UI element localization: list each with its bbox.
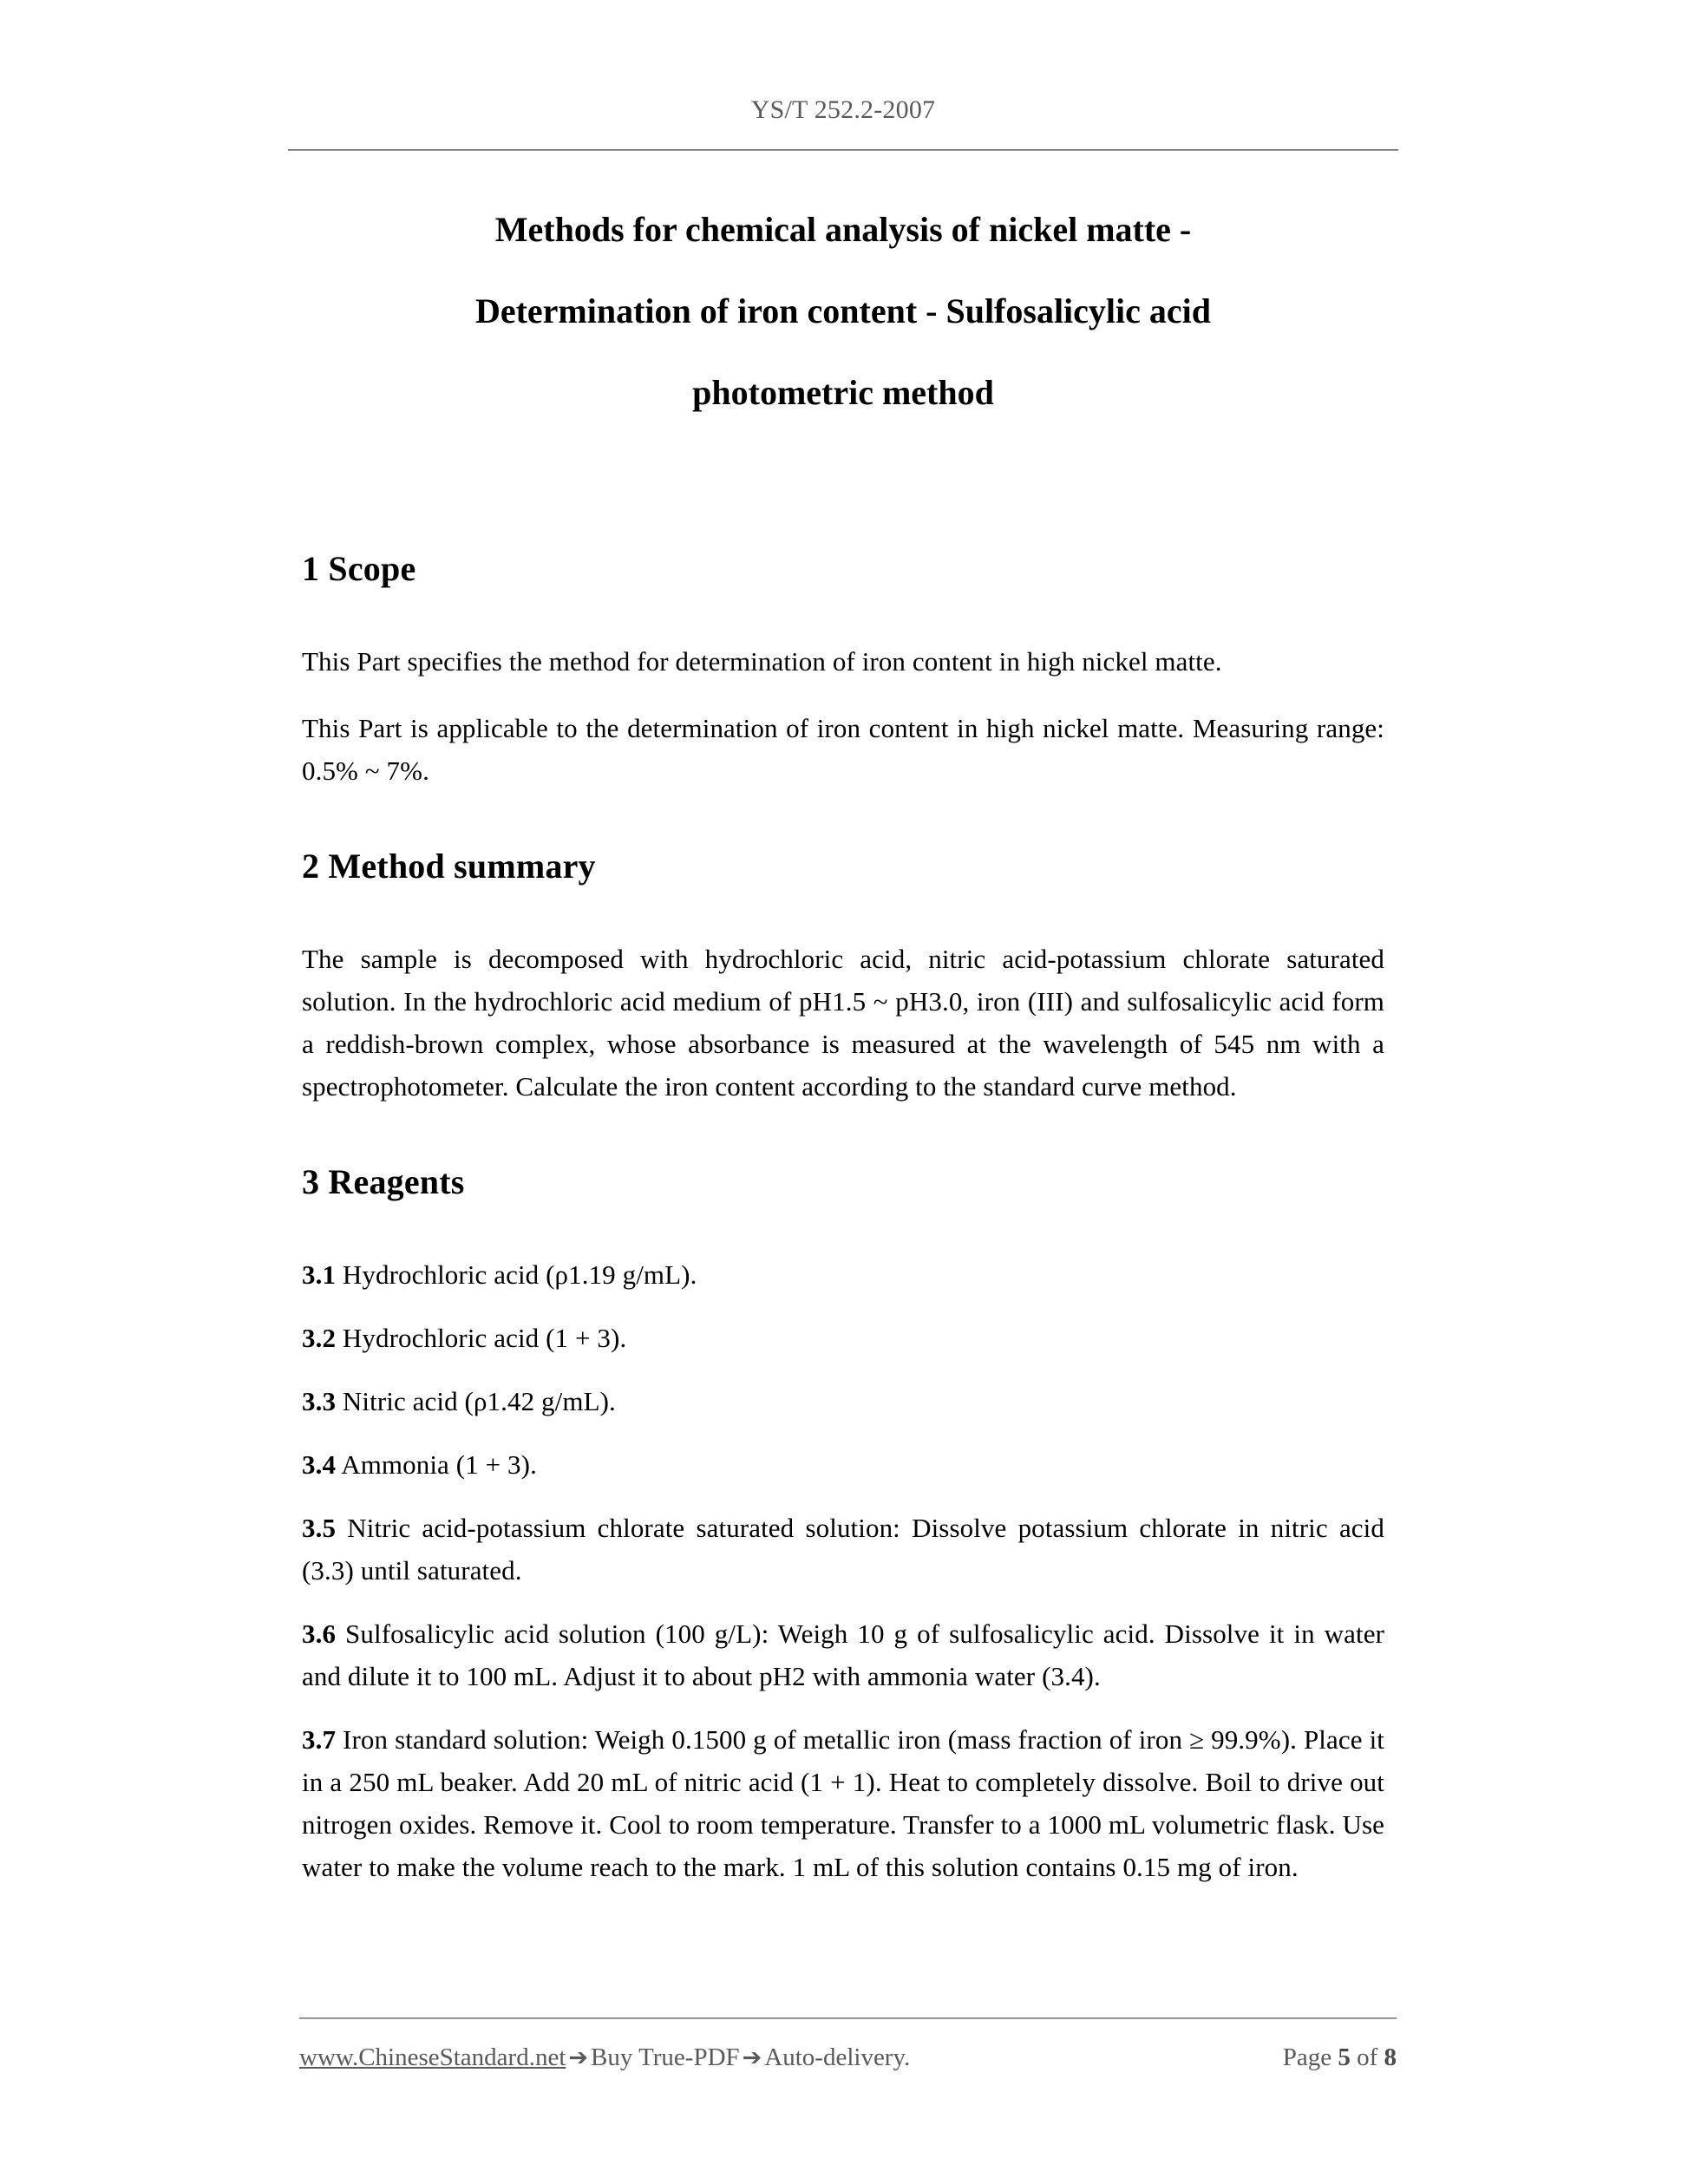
footer-promo: [299, 2043, 910, 2072]
page-title-line-2: Determination of iron content - Sulfosalicylic acid: [474, 291, 1212, 330]
reagent-item-text: Nitric acid-potassium chlorate saturated solution: Dissolve potassium chlorate in nitric acid (3.3) until saturated.: [302, 1513, 1384, 1586]
page-total: 8: [1384, 2043, 1397, 2071]
page-title: [302, 189, 1384, 434]
section-heading-reagents: 3 Reagents: [302, 1162, 465, 1201]
header-divider: [288, 149, 1398, 151]
website-link[interactable]: www.ChineseStandard.net: [299, 2043, 566, 2071]
reagent-item-number: 3.6: [302, 1618, 337, 1649]
page-title-line-3: photometric method: [692, 373, 994, 412]
section-heading-method-summary: 2 Method summary: [302, 847, 596, 886]
reagent-item-number: 3.4: [302, 1449, 337, 1480]
arrow-right-icon: ➔: [568, 2044, 589, 2071]
of-label: of: [1357, 2043, 1378, 2071]
arrow-right-icon: ➔: [742, 2044, 762, 2071]
page-title-line-1: Methods for chemical analysis of nickel matte -: [494, 210, 1192, 249]
reagent-item-number: 3.7: [302, 1724, 337, 1755]
reagent-item: [302, 1317, 1384, 1359]
footer-buy-label: Buy True-PDF: [591, 2043, 740, 2071]
page-label: Page: [1282, 2043, 1332, 2071]
reagent-item: [302, 1380, 1384, 1422]
reagent-item-text: Iron standard solution: Weigh 0.1500 g of metallic iron (mass fraction of iron ≥ 99.9%). Place it in a 250 mL beaker. Add 20 mL of nitric acid (1 + 1). Heat to completely dissolve. Boil to drive out nitrogen oxides. Remove it. Cool to room temperature. Transfer to a 1000 mL volumetric flask. Use water to make the volume reach to the mark. 1 mL of this solution contains 0.15 mg of iron.: [302, 1724, 1384, 1882]
scope-paragraph-1: This Part specifies the method for determination of iron content in high nickel matte.: [302, 646, 1222, 677]
method-summary-paragraph: The sample is decomposed with hydrochloric acid, nitric acid-potassium chlorate saturated solution. In the hydrochloric acid medium of pH1.5 ~ pH3.0, iron (III) and sulfosalicylic acid form a reddish-brown complex, whose absorbance is measured at the wavelength of 545 nm with a spectrophotometer. Calculate the iron content according to the standard curve method.: [302, 944, 1384, 1102]
reagent-item-text: Sulfosalicylic acid solution (100 g/L): Weigh 10 g of sulfosalicylic acid. Dissolve it in water and dilute it to 100 mL. Adjust it to about pH2 with ammonia water (3.4).: [302, 1618, 1384, 1691]
reagent-item-number: 3.1: [302, 1259, 337, 1290]
reagent-item: [302, 1612, 1384, 1697]
reagent-item-number: 3.5: [302, 1513, 337, 1543]
running-header: [288, 95, 1398, 125]
footer-divider: [299, 2017, 1397, 2019]
section-heading-scope: 1 Scope: [302, 549, 416, 588]
scope-paragraph-2: This Part is applicable to the determination of iron content in high nickel matte. Measuring range: 0.5% ~ 7%.: [302, 713, 1384, 786]
reagent-item: [302, 1253, 1384, 1296]
reagent-item-text: Hydrochloric acid (1 + 3).: [342, 1323, 627, 1353]
reagent-item-number: 3.2: [302, 1323, 337, 1353]
reagent-item-text: Ammonia (1 + 3).: [341, 1449, 537, 1480]
standard-id: YS/T 252.2-2007: [750, 95, 936, 124]
reagent-item-number: 3.3: [302, 1386, 337, 1416]
reagent-item: [302, 1718, 1384, 1888]
page-number: 5: [1338, 2043, 1351, 2071]
reagent-item-text: Nitric acid (ρ1.42 g/mL).: [342, 1386, 616, 1416]
reagent-item: [302, 1507, 1384, 1592]
page-footer: [299, 2043, 1397, 2072]
footer-delivery-label: Auto-delivery.: [764, 2043, 911, 2071]
document-body: [302, 546, 1384, 1888]
reagent-item: [302, 1443, 1384, 1486]
page-indicator: [1283, 2043, 1397, 2072]
reagent-item-text: Hydrochloric acid (ρ1.19 g/mL).: [342, 1259, 697, 1290]
